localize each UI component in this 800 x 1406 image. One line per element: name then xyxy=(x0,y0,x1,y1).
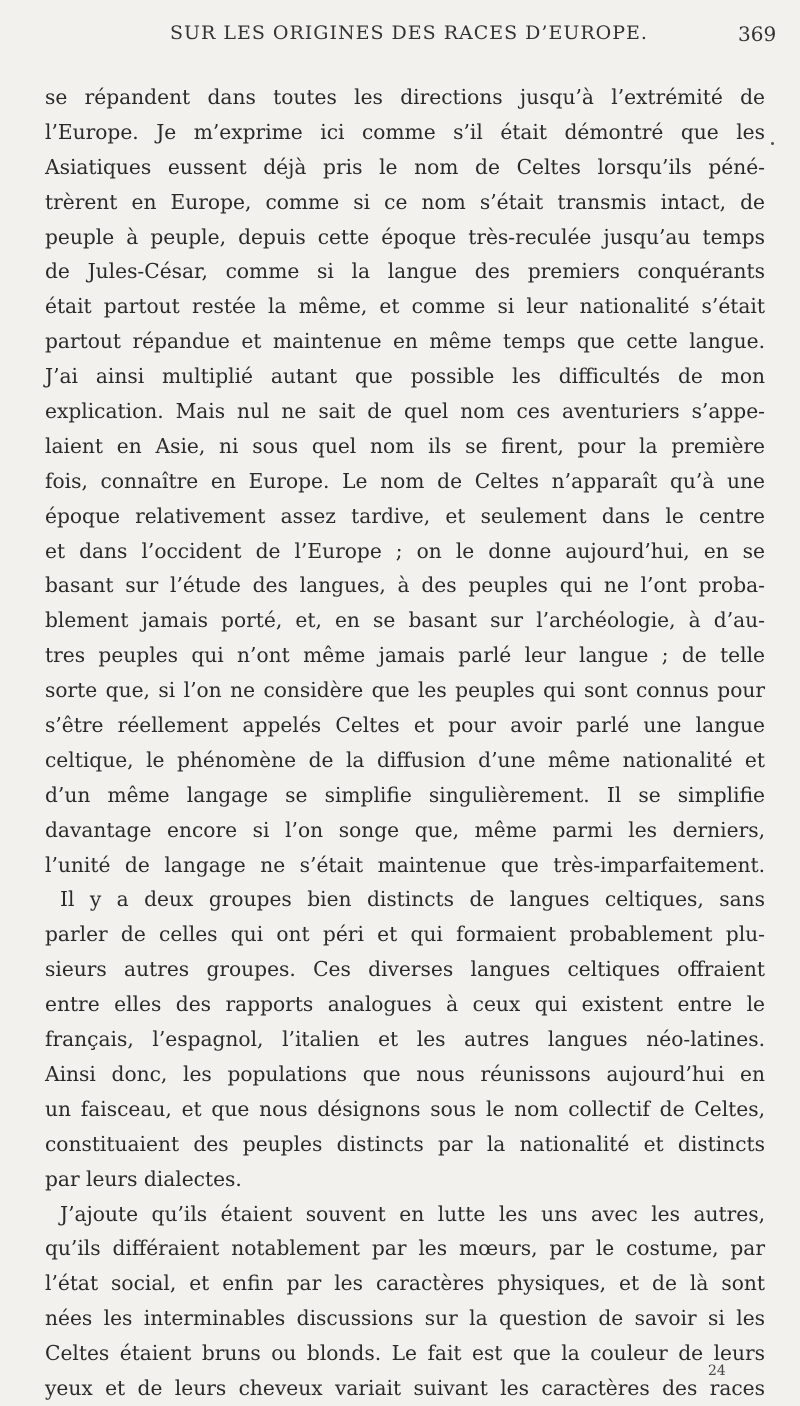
paragraph-end-line: par leurs dialectes. xyxy=(45,1166,242,1191)
text-line: tres peuples qui n’ont même jamais parlé leur langue ; de telle xyxy=(45,643,765,668)
text-line: celtique, le phénomène de la diffusion d’une même nationalité et xyxy=(45,747,765,772)
text-line: entre elles des rapports analogues à ceux qui existent entre le xyxy=(45,992,765,1017)
text-line: parler de celles qui ont péri et qui formaient probablement plu- xyxy=(45,922,765,947)
text-line: sieurs autres groupes. Ces diverses langues celtiques offraient xyxy=(45,957,765,982)
text-line: yeux et de leurs cheveux variait suivant les caractères des races xyxy=(45,1375,765,1400)
text-line: époque relativement assez tardive, et seulement dans le centre xyxy=(45,503,765,528)
text-line: constituaient des peuples distincts par la nationalité et distincts xyxy=(45,1131,765,1156)
text-line: l’Europe. Je m’exprime ici comme s’il était démontré que les xyxy=(45,119,765,144)
text-line: blement jamais porté, et, en se basant sur l’archéologie, à d’au- xyxy=(45,608,765,633)
text-line: était partout restée la même, et comme si leur nationalité s’était xyxy=(45,294,765,319)
text-line: J’ai ainsi multiplié autant que possible les difficultés de mon xyxy=(45,364,765,389)
text-line: l’état social, et enfin par les caractères physiques, et de là sont xyxy=(45,1271,765,1296)
body-text xyxy=(45,80,765,1406)
text-line: fois, connaître en Europe. Le nom de Celtes n’apparaît qu’à une xyxy=(45,468,765,493)
text-line: se répandent dans toutes les directions jusqu’à l’extrémité de xyxy=(45,85,765,109)
paragraph-start-line: Il y a deux groupes bien distincts de langues celtiques, sans xyxy=(60,887,765,912)
page-number: 369 xyxy=(738,22,777,46)
text-line: davantage encore si l’on songe que, même parmi les derniers, xyxy=(45,817,765,842)
text-line: un faisceau, et que nous désignons sous le nom collectif de Celtes, xyxy=(45,1096,765,1121)
text-line: trèrent en Europe, comme si ce nom s’était transmis intact, de xyxy=(45,189,765,214)
running-title: SUR LES ORIGINES DES RACES D’EUROPE. xyxy=(170,22,648,44)
text-line: explication. Mais nul ne sait de quel nom ces aventuriers s’appe- xyxy=(45,399,765,424)
text-line: nées les interminables discussions sur la question de savoir si les xyxy=(45,1306,765,1331)
text-line: Asiatiques eussent déjà pris le nom de Celtes lorsqu’ils péné- xyxy=(45,154,765,179)
text-line: et dans l’occident de l’Europe ; on le donne aujourd’hui, en se xyxy=(45,538,765,563)
text-line: laient en Asie, ni sous quel nom ils se firent, pour la première xyxy=(45,433,765,458)
text-line: partout répandue et maintenue en même temps que cette langue. xyxy=(45,329,765,354)
text-line: sorte que, si l’on ne considère que les peuples qui sont connus pour xyxy=(45,678,765,703)
text-line: peuple à peuple, depuis cette époque très-reculée jusqu’au temps xyxy=(45,224,765,249)
text-line: basant sur l’étude des langues, à des peuples qui ne l’ont proba- xyxy=(45,573,765,598)
printer-signature: 24 xyxy=(708,1363,726,1379)
text-line: de Jules-César, comme si la langue des premiers conquérants xyxy=(45,259,765,284)
text-line: qu’ils différaient notablement par les mœurs, par le costume, par xyxy=(45,1236,765,1261)
paragraph-start-line: J’ajoute qu’ils étaient souvent en lutte les uns avec les autres, xyxy=(60,1201,765,1226)
margin-dot xyxy=(771,142,774,145)
text-line: d’un même langage se simplifie singulièrement. Il se simplifie xyxy=(45,782,765,807)
text-line: Ainsi donc, les populations que nous réunissons aujourd’hui en xyxy=(45,1061,765,1086)
text-line: Celtes étaient bruns ou blonds. Le fait est que la couleur de leurs xyxy=(45,1341,765,1366)
text-line: l’unité de langage ne s’était maintenue que très-imparfaitement. xyxy=(45,852,765,877)
text-line: français, l’espagnol, l’italien et les autres langues néo-latines. xyxy=(45,1027,765,1052)
text-line: s’être réellement appelés Celtes et pour avoir parlé une langue xyxy=(45,713,765,738)
